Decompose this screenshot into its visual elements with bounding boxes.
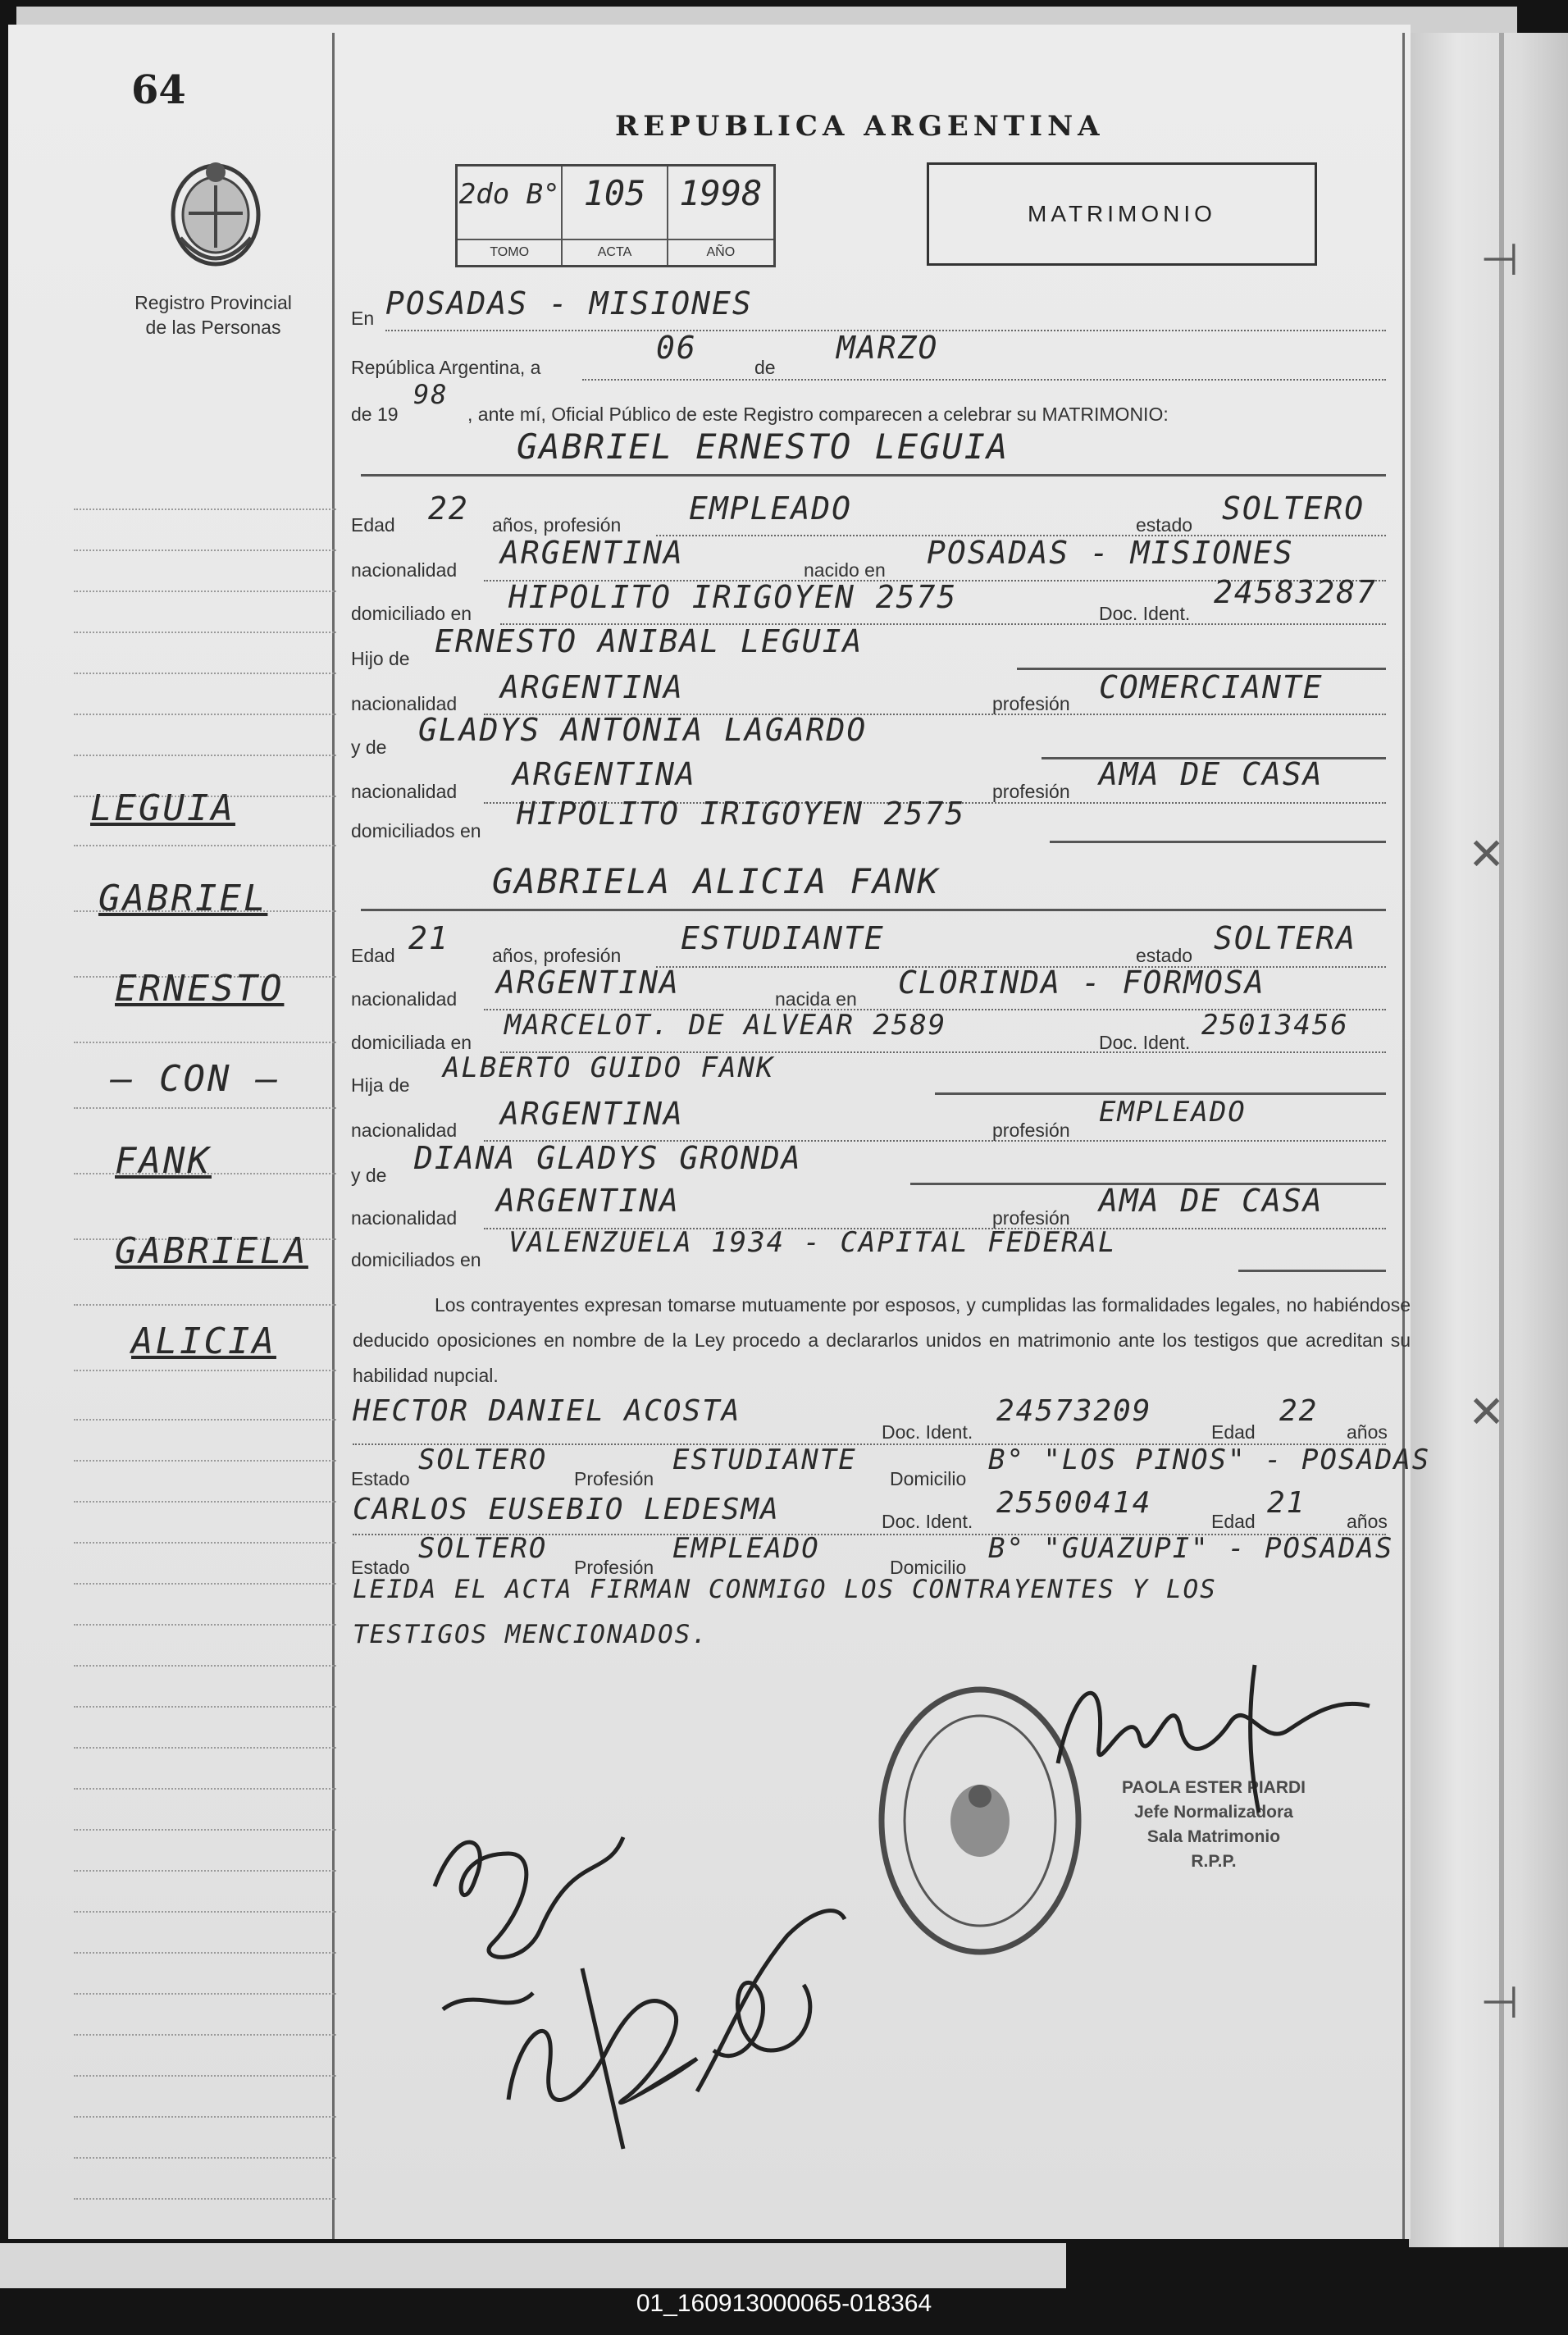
bride-age: 21 (408, 920, 449, 956)
field-label: domiciliado en (351, 603, 472, 624)
record-number-box (455, 164, 776, 267)
bride-mother-nationality: ARGENTINA (496, 1183, 680, 1219)
field-label: profesión (992, 1207, 1070, 1229)
officer-signature (1042, 1649, 1402, 1837)
groom-mother-nationality: ARGENTINA (513, 756, 696, 792)
field-label: domiciliados en (351, 1249, 481, 1270)
field-label: nacionalidad (351, 693, 458, 714)
bride-father-nationality: ARGENTINA (500, 1096, 684, 1132)
document-type-box: MATRIMONIO (927, 162, 1317, 266)
field-label: domiciliada en (351, 1032, 472, 1053)
en-label: En (351, 308, 375, 329)
groom-birthplace: POSADAS - MISIONES (927, 535, 1294, 571)
field-label: nacionalidad (351, 1120, 458, 1141)
next-page-edge (1409, 33, 1568, 2247)
country-title: REPUBLICA ARGENTINA (615, 110, 1105, 143)
field-label: profesión (992, 1120, 1070, 1141)
bride-parents-address: VALENZUELA 1934 - CAPITAL FEDERAL (508, 1226, 1117, 1259)
field-label: Edad (1211, 1421, 1256, 1443)
certificate-page (8, 25, 1431, 2239)
page-number: 64 (131, 67, 186, 113)
field-label: Edad (1211, 1511, 1256, 1532)
bride-mother-occupation: AMA DE CASA (1099, 1183, 1324, 1219)
margin-surname-bride: FANK (115, 1140, 212, 1182)
groom-mother-occupation: AMA DE CASA (1099, 756, 1324, 792)
field-label: profesión (992, 781, 1070, 802)
field-label: Hija de (351, 1074, 410, 1096)
witness-2-age: 21 (1267, 1486, 1306, 1520)
field-label: Domicilio (890, 1468, 967, 1489)
place-value: POSADAS - MISIONES (385, 285, 753, 322)
margin-con: — CON — (111, 1058, 280, 1100)
witness-1-occupation: ESTUDIANTE (672, 1443, 857, 1476)
closing-line-1: LEIDA EL ACTA FIRMAN CONMIGO LOS CONTRAYENTES Y LOS (353, 1575, 1217, 1604)
witness-1-id: 24573209 (996, 1394, 1152, 1428)
groom-parents-address: HIPOLITO IRIGOYEN 2575 (517, 796, 966, 832)
field-label: nacido en (804, 559, 886, 581)
bride-father-occupation: EMPLEADO (1099, 1096, 1247, 1129)
bride-nationality: ARGENTINA (496, 965, 680, 1001)
field-label: estado (1136, 514, 1193, 536)
bride-id: 25013456 (1201, 1009, 1349, 1042)
groom-father-nationality: ARGENTINA (500, 669, 684, 705)
field-label: nacionalidad (351, 1207, 458, 1229)
anio-cell: 1998 AÑO (668, 166, 773, 265)
back-sheet-edge (0, 2243, 1066, 2288)
field-label: Domicilio (890, 1557, 967, 1578)
bride-address: MARCELOT. DE ALVEAR 2589 (504, 1009, 947, 1042)
field-label: años (1347, 1511, 1388, 1532)
scan-caption: 01_160913000065-018364 (636, 2290, 932, 2317)
margin-given-name-4: ALICIA (131, 1320, 276, 1362)
bride-father: ALBERTO GUIDO FANK (443, 1051, 775, 1084)
closing-line-2: TESTIGOS MENCIONADOS. (353, 1620, 709, 1649)
witness-2-marital-status: SOLTERO (418, 1532, 548, 1565)
field-label: domiciliados en (351, 820, 481, 841)
bride-mother: DIANA GLADYS GRONDA (414, 1140, 802, 1176)
field-label: nacionalidad (351, 781, 458, 802)
field-label: años (1347, 1421, 1388, 1443)
field-label: Hijo de (351, 648, 410, 669)
field-label: Edad (351, 945, 395, 966)
year-prefix: de 19 (351, 404, 399, 425)
field-label: estado (1136, 945, 1193, 966)
witness-1-name: HECTOR DANIEL ACOSTA (353, 1394, 741, 1428)
field-label: Doc. Ident. (882, 1421, 973, 1443)
staple-mark: ✕ (1468, 1386, 1506, 1438)
groom-father: ERNESTO ANIBAL LEGUIA (435, 623, 864, 659)
field-label: nacionalidad (351, 988, 458, 1010)
field-label: Estado (351, 1557, 410, 1578)
officer-stamp: PAOLA ESTER PIARDI Jefe Normalizadora Sala Matrimonio R.P.P. (1121, 1778, 1306, 1871)
field-label: y de (351, 1165, 387, 1186)
groom-id: 24583287 (1214, 574, 1378, 610)
groom-marital-status: SOLTERO (1222, 490, 1365, 527)
witness-2-occupation: EMPLEADO (672, 1532, 820, 1565)
staple-mark: ⊣ (1480, 234, 1520, 285)
intro-statement: , ante mí, Oficial Público de este Registro comparecen a celebrar su MATRIMONIO: (467, 404, 1169, 425)
tomo-cell: 2do B° TOMO (458, 166, 563, 265)
field-label: Estado (351, 1468, 410, 1489)
witness-2-id: 25500414 (996, 1486, 1152, 1520)
year-suffix: 98 (413, 379, 449, 410)
field-label: y de (351, 737, 387, 758)
witness-1-address: B° "LOS PINOS" - POSADAS (988, 1443, 1431, 1476)
field-label: Doc. Ident. (1099, 603, 1191, 624)
day-value: 06 (656, 330, 697, 366)
field-label: profesión (992, 693, 1070, 714)
field-label: Doc. Ident. (882, 1511, 973, 1532)
witness-1-age: 22 (1279, 1394, 1319, 1428)
month-value: MARZO (836, 330, 939, 366)
bride-occupation: ESTUDIANTE (681, 920, 885, 956)
declaration-paragraph: Los contrayentes expresan tomarse mutuamente por esposos, y cumplidas las formalidades legales, no habiéndose deducido oposiciones en nombre de la Ley procedo a declararlos unidos en matrimonio ante los testigos que acreditan su habilidad nupcial. (353, 1294, 1411, 1386)
coat-of-arms-icon (164, 156, 267, 271)
witness-2-name: CARLOS EUSEBIO LEDESMA (353, 1493, 780, 1526)
field-label: Profesión (574, 1468, 654, 1489)
field-label: años, profesión (492, 514, 622, 536)
groom-occupation: EMPLEADO (689, 490, 853, 527)
margin-given-name-1: GABRIEL (98, 878, 268, 919)
field-label: Edad (351, 514, 395, 536)
bride-marital-status: SOLTERA (1214, 920, 1357, 956)
witness-1-marital-status: SOLTERO (418, 1443, 548, 1476)
groom-father-occupation: COMERCIANTE (1099, 669, 1324, 705)
staple-mark: ✕ (1468, 828, 1506, 880)
field-label: años, profesión (492, 945, 622, 966)
field-label: Profesión (574, 1557, 654, 1578)
staple-mark: ⊣ (1480, 1977, 1520, 2028)
groom-name: GABRIEL ERNESTO LEGUIA (517, 426, 1010, 467)
bride-name: GABRIELA ALICIA FANK (492, 861, 940, 901)
field-label: nacida en (775, 988, 857, 1010)
bride-birthplace: CLORINDA - FORMOSA (898, 965, 1265, 1001)
groom-nationality: ARGENTINA (500, 535, 684, 571)
witness-signature (681, 1886, 861, 2132)
de-label: de (754, 357, 776, 378)
field-label: Doc. Ident. (1099, 1032, 1191, 1053)
republica-label: República Argentina, a (351, 357, 541, 378)
field-label: nacionalidad (351, 559, 458, 581)
margin-given-name-3: GABRIELA (115, 1230, 308, 1272)
margin-given-name-2: ERNESTO (115, 968, 285, 1010)
acta-cell: 105 ACTA (563, 166, 668, 265)
margin-surname-groom: LEGUIA (90, 787, 235, 829)
witness-2-address: B° "GUAZUPI" - POSADAS (988, 1532, 1394, 1565)
registry-office-label: Registro Provincial de las Personas (134, 292, 292, 338)
groom-mother: GLADYS ANTONIA LAGARDO (418, 712, 868, 748)
groom-address: HIPOLITO IRIGOYEN 2575 (508, 579, 958, 615)
groom-age: 22 (428, 490, 469, 527)
